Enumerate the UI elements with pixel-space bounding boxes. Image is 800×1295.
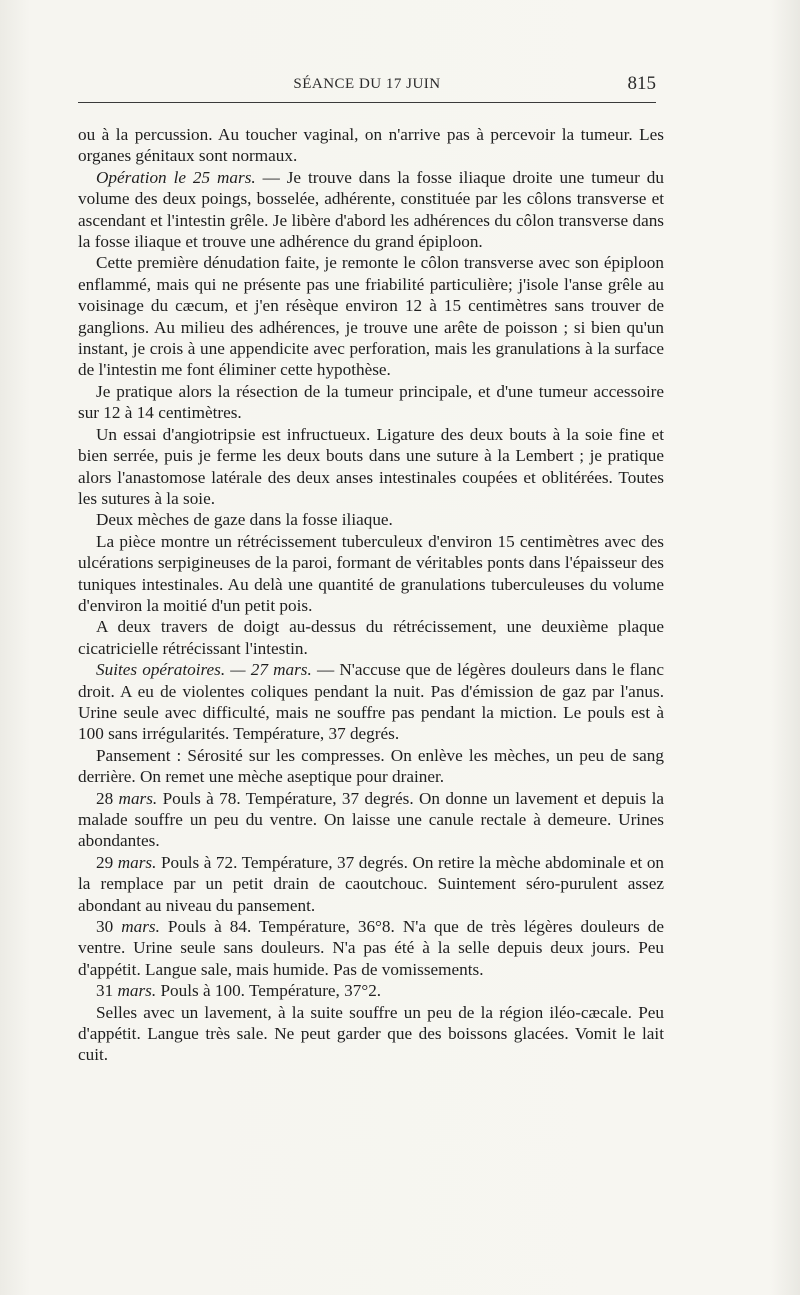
paragraph-lead: Suites opératoires. — 27 mars. [96,660,312,680]
paragraph: 28 mars. Pouls à 78. Température, 37 degrés. On donne un lavement et depuis la malade souffre un peu du ventre. On laisse une canule rectale à demeure. Urines abondantes. [78,788,664,851]
paragraph-lead: Opération le 25 mars. [96,167,256,187]
page-header [78,70,656,100]
paragraph: ou à la percussion. Au toucher vaginal, on n'arrive pas à percevoir la tumeur. Les organes génitaux sont normaux. [78,125,664,166]
paragraph: Selles avec un lavement, à la suite souffre un peu de la région iléo-cæcale. Peu d'appétit. Langue très sale. Ne peut garder que des boissons glacées. Vomit le lait cuit. [78,1002,664,1065]
paragraph: Suites opératoires. — 27 mars. — N'accuse que de légères douleurs dans le flanc droit. A eu de violentes coliques pendant la nuit. Pas d'émission de gaz par l'anus. Urine seule avec difficulté, mais ne souffre pas pendant la miction. Le pouls est à 100 sans irrégularités. Température, 37 degrés. [78,660,664,744]
paragraph: Deux mèches de gaze dans la fosse iliaque. [96,510,393,530]
paragraph-lead: mars. [121,917,160,937]
paragraph: 29 mars. Pouls à 72. Température, 37 degrés. On retire la mèche abdominale et on la remplace par un petit drain de caoutchouc. Suintement séro-purulent assez abondant au niveau du pansement. [78,852,665,915]
paragraph: Pansement : Sérosité sur les compresses. On enlève les mèches, un peu de sang derrière. On remet une mèche aseptique pour drainer. [78,745,664,787]
paragraph-lead: mars. [117,981,157,1001]
paragraph: 31 mars. Pouls à 100. Température, 37°2. [96,981,382,1001]
paragraph: Un essai d'angiotripsie est infructueux. Ligature des deux bouts à la soie fine et bien serrée, puis je ferme les deux bouts dans une suture à la Lembert ; je pratique alors l'anastomose latérale des deux anses intestinales coupées et oblitérées. Toutes les sutures à la soie. [78,424,664,508]
paragraph-lead: mars. [118,788,158,808]
paragraph: La pièce montre un rétrécissement tuberculeux d'environ 15 centimètres avec des ulcérations serpigineuses de la paroi, formant de véritables ponts dans l'épaisseur des tuniques intestinales. Au delà une quantité de granulations tuberculeuses du volume d'environ la moitié d'un petit pois. [78,531,664,615]
header-rule [78,102,656,103]
paragraph-lead: mars. [117,852,157,872]
paragraph: 30 mars. Pouls à 84. Température, 36°8. N'a que de très légères douleurs de ventre. Urine seule sans douleurs. N'a pas été à la selle depuis deux jours. Peu d'appétit. Langue sale, mais humide. Pas de vomissements. [78,917,664,979]
page-number: 815 [627,73,656,94]
paragraph: Cette première dénudation faite, je remonte le côlon transverse avec son épiploon enflammé, mais qui ne présente pas une friabilité particulière; j'isole l'anse grêle au voisinage du cæcum, et j'en résèque environ 12 à 15 centimètres sans trouver de ganglions. Au milieu des adhérences, je trouve une arête de poisson ; si bien qu'un instant, je crois à une appendicite avec perforation, mais les granulations à la surface de l'intestin me font éliminer cette hypothèse. [78,253,664,380]
paragraph: Opération le 25 mars. — Je trouve dans la fosse iliaque droite une tumeur du volume des deux poings, bosselée, adhérente, constituée par les côlons transverse et ascendant et l'intestin grêle. Je libère d'abord les adhérences du côlon transverse dans la fosse iliaque et trouve une adhérence du grand épiploon. [78,167,664,252]
paragraph: Je pratique alors la résection de la tumeur principale, et d'une tumeur accessoire sur 12 à 14 centimètres. [78,381,664,423]
running-title: SÉANCE DU 17 JUIN [293,76,441,92]
paragraph: A deux travers de doigt au-dessus du rétrécissement, une deuxième plaque cicatricielle rétrécissant l'intestin. [78,617,664,658]
body-text [78,124,664,1066]
